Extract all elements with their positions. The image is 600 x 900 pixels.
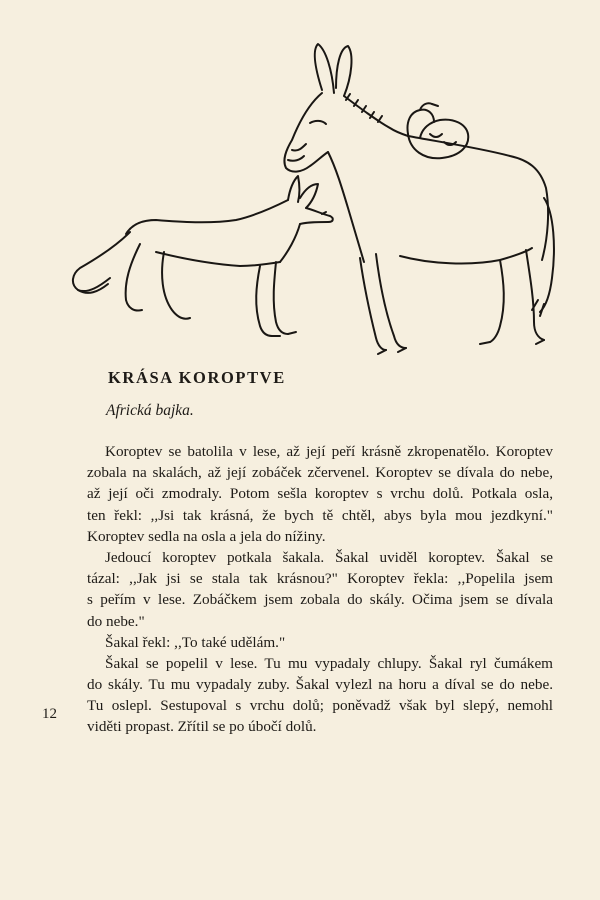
ink-drawing [60, 38, 560, 358]
donkey-drawing [284, 44, 554, 354]
text-line: až její oči zmodraly. Potom sešla koroptev s vrchu dolů. Potkala osla, [87, 485, 553, 503]
text-line: do skály. Tu mu vypadaly zuby. Šakal vylezl na horu a díval se do nebe. [87, 676, 553, 694]
story-body [87, 441, 553, 738]
text-line: Jedoucí koroptev potkala šakala. Šakal uviděl koroptev. Šakal se [105, 548, 553, 566]
story-title: KRÁSA KOROPTVE [108, 368, 286, 387]
text-line: Tu oslepl. Sestupoval s vrchu dolů; poněvadž však byl slepý, nemohl [87, 697, 553, 715]
text-line: zobala na skalách, až její zobáček zčervenel. Koroptev se dívala do nebe, [87, 464, 553, 482]
page-number: 12 [42, 706, 57, 722]
jackal-drawing [73, 176, 333, 336]
text-line: Šakal se popelil v lese. Tu mu vypadaly chlupy. Šakal ryl čumákem [105, 654, 553, 672]
paragraph-1 [87, 441, 553, 547]
text-line: viděti propast. Zřítil se po úbočí dolů. [87, 718, 317, 736]
text-line: s peřím v lese. Zobáčkem jsem zobala do skály. Očima jsem se dívala [87, 591, 553, 609]
text-line: ten řekl: ,,Jsi tak krásná, že bych tě chtěl, abys byla mou jezdkyní." [87, 506, 553, 524]
text-line: tázal: ,,Jak jsi se stala tak krásnou?" Koroptev řekla: ,,Popelila jsem [87, 570, 553, 588]
text-line: Koroptev se batolila v lese, až její peří krásně zkropenatělo. Koroptev [105, 443, 553, 460]
partridge-drawing [408, 103, 469, 158]
fable-illustration [60, 38, 560, 358]
text-line: do nebe." [87, 612, 145, 630]
paragraph-3 [87, 632, 553, 653]
text-line: Šakal řekl: ,,To také udělám." [105, 633, 286, 651]
paragraph-2 [87, 547, 553, 632]
story-subtitle: Africká bajka. [106, 402, 194, 419]
paragraph-4 [87, 653, 553, 738]
text-line: Koroptev sedla na osla a jela do nížiny. [87, 527, 326, 545]
